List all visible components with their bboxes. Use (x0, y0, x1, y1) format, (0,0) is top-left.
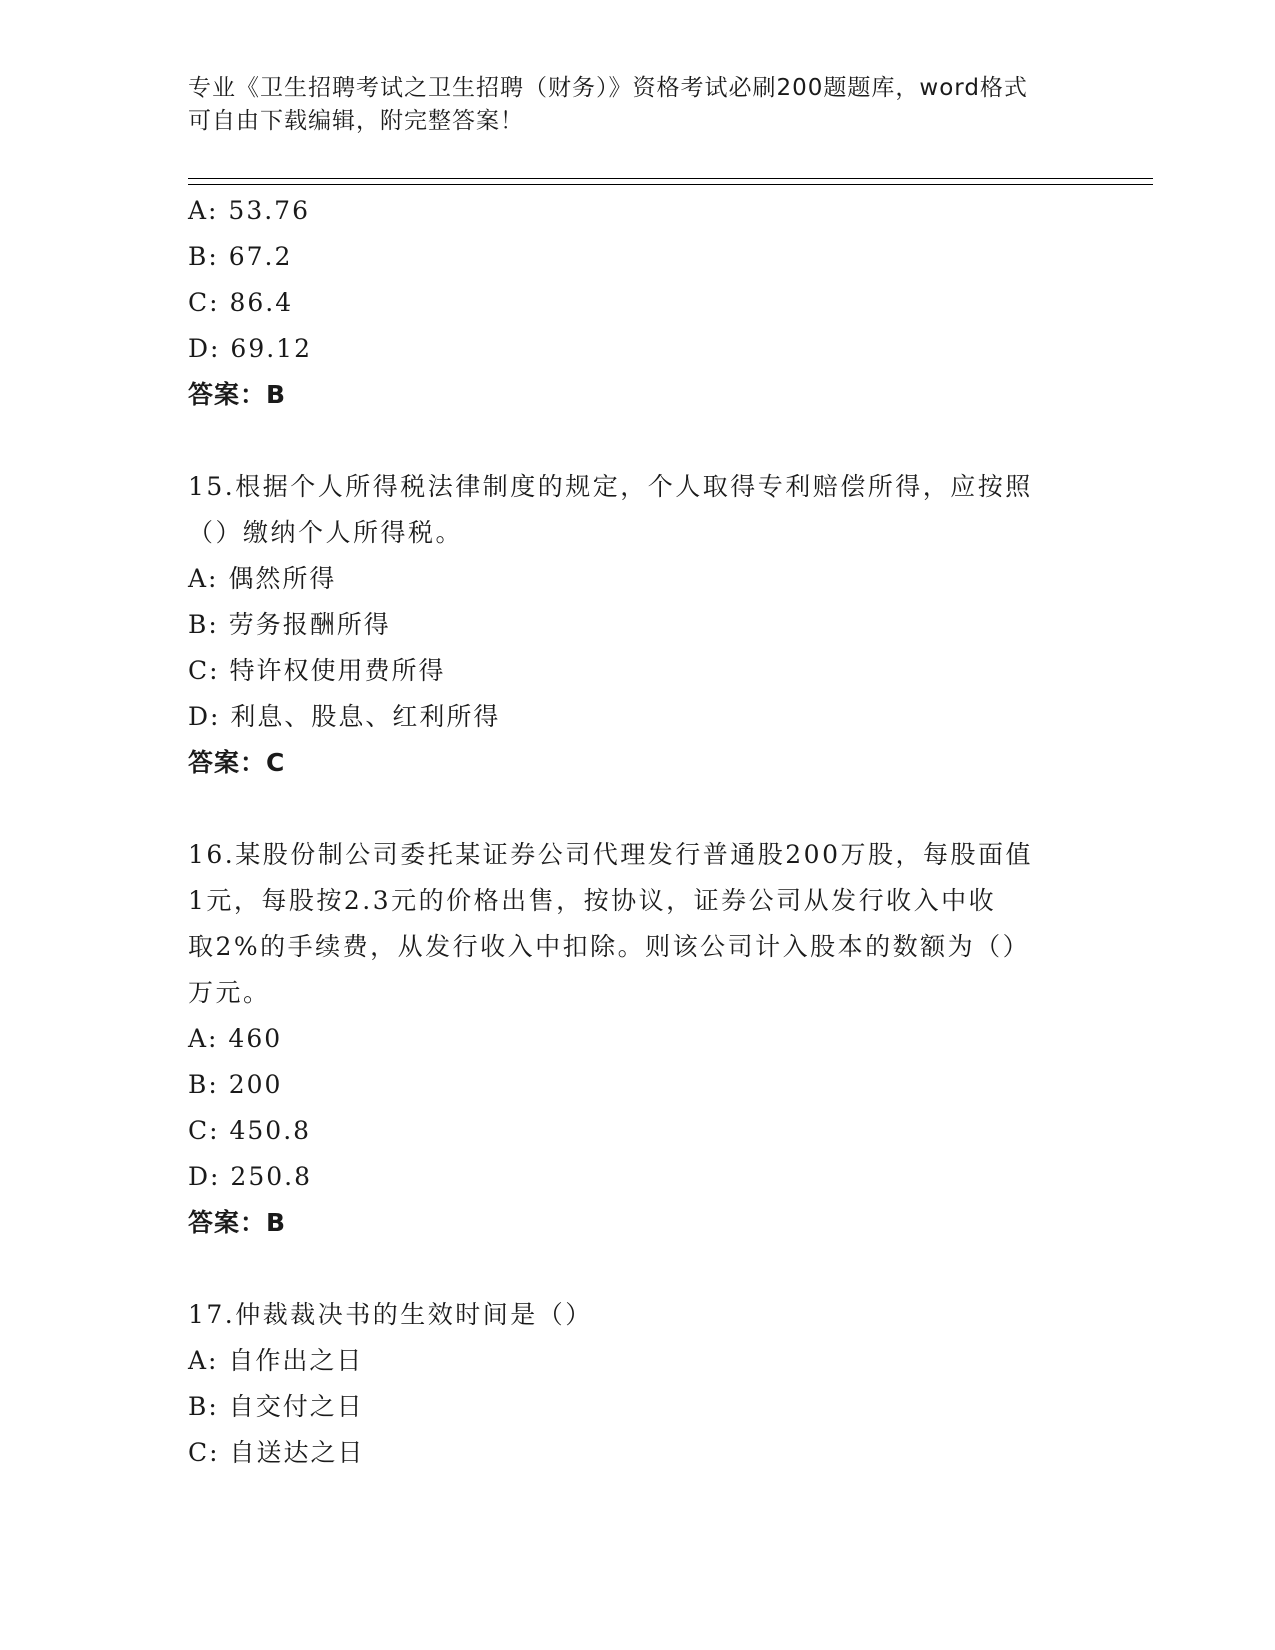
answer-label: 答案：C (188, 748, 286, 777)
question-block-15 (188, 464, 1088, 786)
spacer (188, 786, 1088, 832)
option-c: C: 特许权使用费所得 (188, 656, 446, 685)
question-line: （）缴纳个人所得税。 (188, 518, 464, 547)
option-a: A: 53.76 (188, 196, 310, 225)
question-line: 17.仲裁裁决书的生效时间是（） (188, 1300, 593, 1329)
question-line: 16.某股份制公司委托某证券公司代理发行普通股200万股，每股面值 (188, 840, 1033, 869)
option-c: C: 450.8 (188, 1116, 312, 1145)
question-block-16 (188, 832, 1088, 1246)
option-a: A: 460 (188, 1024, 283, 1053)
option-b: B: 67.2 (188, 242, 293, 271)
question-block-17 (188, 1292, 1088, 1476)
option-c: C: 自送达之日 (188, 1438, 365, 1467)
question-text (188, 832, 1088, 1016)
option-b: B: 劳务报酬所得 (188, 610, 391, 639)
question-list (188, 188, 1088, 1476)
option-b: B: 200 (188, 1070, 283, 1099)
header-divider (188, 178, 1153, 185)
option-b: B: 自交付之日 (188, 1392, 364, 1421)
option-a: A: 自作出之日 (188, 1346, 364, 1375)
answer-label: 答案：B (188, 1208, 287, 1237)
question-text (188, 1292, 1088, 1338)
spacer (188, 418, 1088, 464)
question-line: 15.根据个人所得税法律制度的规定，个人取得专利赔偿所得，应按照 (188, 472, 1033, 501)
question-text (188, 464, 1088, 556)
spacer (188, 1246, 1088, 1292)
option-c: C: 86.4 (188, 288, 294, 317)
header-title-line-1: 专业《卫生招聘考试之卫生招聘（财务）》资格考试必刷200题题库，word格式 (188, 75, 1028, 101)
option-d: D: 利息、股息、红利所得 (188, 702, 501, 731)
question-block-14 (188, 188, 1088, 418)
question-line: 1元，每股按2.3元的价格出售，按协议，证券公司从发行收入中收 (188, 886, 997, 915)
option-d: D: 69.12 (188, 334, 312, 363)
answer-label: 答案：B (188, 380, 287, 409)
header-title-line-2: 可自由下载编辑，附完整答案！ (188, 108, 524, 134)
option-d: D: 250.8 (188, 1162, 312, 1191)
question-line: 取2%的手续费，从发行收入中扣除。则该公司计入股本的数额为（） (188, 932, 1031, 961)
question-line: 万元。 (188, 978, 271, 1007)
document-header (188, 72, 1068, 138)
option-a: A: 偶然所得 (188, 564, 337, 593)
